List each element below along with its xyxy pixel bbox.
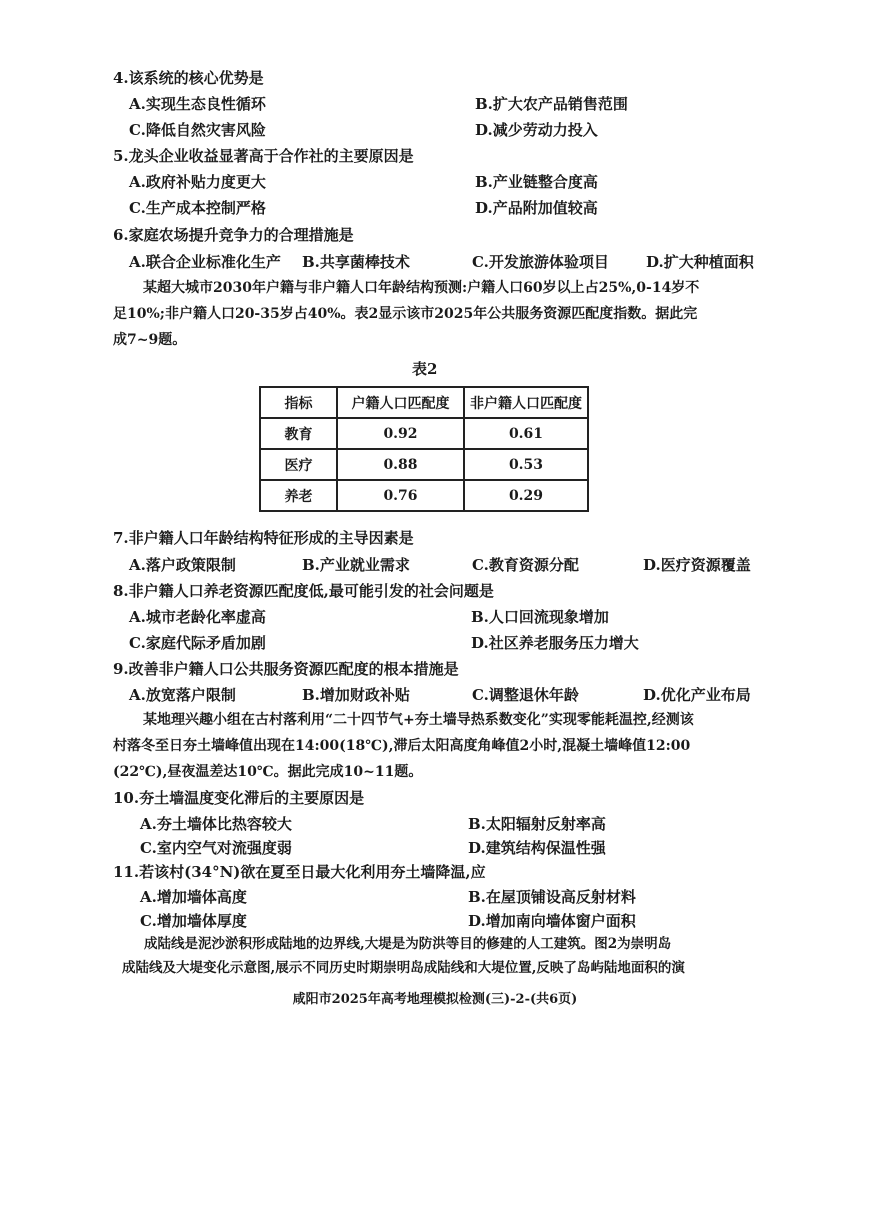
question-4-option-d: D.减少劳动力投入 bbox=[475, 121, 598, 139]
table-cell: 0.61 bbox=[464, 418, 588, 449]
table-row bbox=[260, 449, 588, 480]
table-cell: 养老 bbox=[260, 480, 337, 511]
passage-chongming bbox=[122, 932, 685, 980]
question-7-option-c: C.教育资源分配 bbox=[472, 556, 579, 574]
question-8-option-a: A.城市老龄化率虚高 bbox=[129, 608, 266, 626]
table-cell: 0.92 bbox=[337, 418, 464, 449]
question-9-stem: 9.改善非户籍人口公共服务资源匹配度的根本措施是 bbox=[113, 660, 459, 678]
passage-2-line-2: 村落冬至日夯土墙峰值出现在14:00(18℃),滞后太阳高度角峰值2小时,混凝土墙峰值12:00 bbox=[113, 738, 691, 754]
passage-2-line-3: (22℃),昼夜温差达10℃。据此完成10~11题。 bbox=[113, 764, 423, 780]
table-row bbox=[260, 418, 588, 449]
question-10-option-b: B.太阳辐射反射率高 bbox=[468, 815, 606, 833]
question-4-option-a: A.实现生态良性循环 bbox=[129, 95, 266, 113]
question-5-option-d: D.产品附加值较高 bbox=[475, 199, 598, 217]
question-10-option-d: D.建筑结构保温性强 bbox=[468, 839, 606, 857]
question-4-option-b: B.扩大农产品销售范围 bbox=[475, 95, 628, 113]
table-row bbox=[260, 480, 588, 511]
question-4-stem: 4.该系统的核心优势是 bbox=[113, 69, 264, 87]
question-5-stem: 5.龙头企业收益显著高于合作社的主要原因是 bbox=[113, 147, 414, 165]
question-9-option-a: A.放宽落户限制 bbox=[129, 686, 236, 704]
table-header-row bbox=[260, 387, 588, 418]
question-8-option-c: C.家庭代际矛盾加剧 bbox=[129, 634, 266, 652]
question-6-option-a: A.联合企业标准化生产 bbox=[129, 253, 281, 271]
passage-population bbox=[113, 275, 699, 353]
table-2-caption: 表2 bbox=[412, 360, 438, 378]
question-6-stem: 6.家庭农场提升竞争力的合理措施是 bbox=[113, 226, 354, 244]
passage-2-line-1: 某地理兴趣小组在古村落利用“二十四节气+夯土墙导热系数变化”实现零能耗温控,经测该 bbox=[143, 712, 694, 728]
question-5-option-b: B.产业链整合度高 bbox=[475, 173, 598, 191]
passage-1-line-2: 足10%;非户籍人口20-35岁占40%。表2显示该市2025年公共服务资源匹配度指数。据此完 bbox=[113, 306, 698, 322]
passage-3-line-1: 成陆线是泥沙淤积形成陆地的边界线,大堤是为防洪等目的修建的人工建筑。图2为崇明岛 bbox=[144, 936, 672, 952]
passage-1-line-3: 成7~9题。 bbox=[113, 332, 187, 348]
passage-1-line-1: 某超大城市2030年户籍与非户籍人口年龄结构预测:户籍人口60岁以上占25%,0-14岁不 bbox=[143, 280, 700, 296]
table-2 bbox=[259, 386, 589, 512]
question-7-option-b: B.产业就业需求 bbox=[302, 556, 410, 574]
question-7-option-a: A.落户政策限制 bbox=[129, 556, 236, 574]
question-11-option-b: B.在屋顶铺设高反射材料 bbox=[468, 888, 636, 906]
table-header-non-registered: 非户籍人口匹配度 bbox=[464, 387, 588, 418]
question-10-stem: 10.夯土墙温度变化滞后的主要原因是 bbox=[113, 789, 365, 807]
table-header-indicator: 指标 bbox=[260, 387, 337, 418]
passage-rammed-earth bbox=[113, 707, 694, 785]
question-8-stem: 8.非户籍人口养老资源匹配度低,最可能引发的社会问题是 bbox=[113, 582, 494, 600]
table-cell: 0.29 bbox=[464, 480, 588, 511]
table-header-registered: 户籍人口匹配度 bbox=[337, 387, 464, 418]
question-10-option-c: C.室内空气对流强度弱 bbox=[140, 839, 292, 857]
question-9-option-c: C.调整退休年龄 bbox=[472, 686, 579, 704]
question-9-option-b: B.增加财政补贴 bbox=[302, 686, 410, 704]
question-7-option-d: D.医疗资源覆盖 bbox=[643, 556, 751, 574]
table-cell: 医疗 bbox=[260, 449, 337, 480]
question-4-option-c: C.降低自然灾害风险 bbox=[129, 121, 266, 139]
question-6-option-b: B.共享菌棒技术 bbox=[302, 253, 410, 271]
question-11-option-a: A.增加墙体高度 bbox=[140, 888, 247, 906]
question-7-stem: 7.非户籍人口年龄结构特征形成的主导因素是 bbox=[113, 529, 414, 547]
question-11-stem: 11.若该村(34°N)欲在夏至日最大化利用夯土墙降温,应 bbox=[113, 863, 486, 881]
passage-3-line-2: 成陆线及大堤变化示意图,展示不同历史时期崇明岛成陆线和大堤位置,反映了岛屿陆地面积的演 bbox=[122, 960, 685, 976]
table-cell: 0.76 bbox=[337, 480, 464, 511]
question-8-option-b: B.人口回流现象增加 bbox=[471, 608, 609, 626]
question-5-option-c: C.生产成本控制严格 bbox=[129, 199, 266, 217]
question-5-option-a: A.政府补贴力度更大 bbox=[129, 173, 266, 191]
table-cell: 教育 bbox=[260, 418, 337, 449]
question-9-option-d: D.优化产业布局 bbox=[643, 686, 751, 704]
table-cell: 0.53 bbox=[464, 449, 588, 480]
question-6-option-c: C.开发旅游体验项目 bbox=[472, 253, 609, 271]
question-11-option-c: C.增加墙体厚度 bbox=[140, 912, 247, 930]
table-cell: 0.88 bbox=[337, 449, 464, 480]
page-footer: 咸阳市2025年高考地理模拟检测(三)-2-(共6页) bbox=[292, 992, 578, 1007]
question-6-option-d: D.扩大种植面积 bbox=[646, 253, 754, 271]
question-10-option-a: A.夯土墙体比热容较大 bbox=[140, 815, 292, 833]
question-8-option-d: D.社区养老服务压力增大 bbox=[471, 634, 639, 652]
question-11-option-d: D.增加南向墙体窗户面积 bbox=[468, 912, 636, 930]
